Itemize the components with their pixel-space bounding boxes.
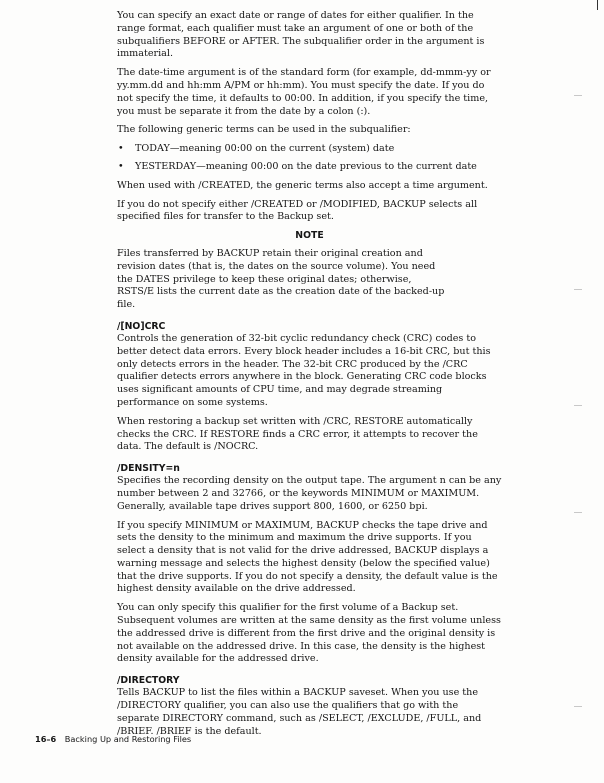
list-item (117, 161, 502, 174)
margin-mark (574, 405, 582, 406)
chapter-title: Backing Up and Restoring Files (64, 734, 192, 744)
paragraph-date-range: You can specify an exact date or range of dates for either qualifier. In the range format, each qualifier must take an argument of one or both of the subqualifiers BEFORE or AFTER. The subqualifier order in the argument is immaterial. (117, 10, 485, 60)
paragraph-default-selection: If you do not specify either /CREATED or /MODIFIED, BACKUP selects all specified files for transfer to the Backup set. (117, 198, 478, 223)
section-heading-crc: /[NO]CRC (117, 320, 166, 332)
margin-mark (574, 706, 582, 707)
margin-mark (574, 512, 582, 513)
list-item-text: YESTERDAY—meaning 00:00 on the date previous to the current date (135, 160, 477, 172)
note-title: NOTE (295, 230, 324, 242)
paragraph-date-time-format: The date-time argument is of the standard form (for example, dd-mmm-yy or yy.mm.dd and hh:mm A/PM or hh:mm). You must specify the date. If you do not specify the time, it defaults to 00:00. In addition, if you specify the time, you must be separate it from the date by a colon (:). (117, 67, 491, 117)
crop-mark (597, 0, 598, 10)
generic-terms-list (117, 143, 502, 174)
page-footer (35, 734, 191, 744)
paragraph-crc-restore: When restoring a backup set written with /CRC, RESTORE automatically checks the CRC. If RESTORE finds a CRC error, it attempts to recover the data. The default is /NOCRC. (117, 415, 478, 453)
paragraph-directory-description: Tells BACKUP to list the files within a BACKUP saveset. When you use the /DIRECTORY qualifier, you can also use the qualifiers that go with the separate DIRECTORY command, such as /SELECT, /EXCLUDE, /FULL, and /BRIEF. /BRIEF is the default. (117, 687, 482, 737)
list-item (117, 143, 502, 156)
paragraph-generic-terms-intro: The following generic terms can be used in the subqualifier: (117, 124, 411, 136)
page-body (117, 10, 502, 744)
section-heading-directory: /DIRECTORY (117, 675, 180, 687)
list-item-text: TODAY—meaning 00:00 on the current (system) date (135, 143, 395, 155)
paragraph-density-min-max: If you specify MINIMUM or MAXIMUM, BACKUP checks the tape drive and sets the density to the minimum and maximum the drive supports. If you select a density that is not valid for the drive addressed, BACKUP displays a warning message and selects the highest density (below the specified value) that the drive supports. If you do not specify a density, the default value is the highest density available on the drive addressed. (117, 519, 498, 595)
bullet-glyph: • (118, 143, 124, 155)
margin-mark (574, 289, 582, 290)
paragraph-crc-description: Controls the generation of 32-bit cyclic redundancy check (CRC) codes to better detect data errors. Every block header includes a 16-bit CRC, but this only detects errors in the header. The 32-bit CRC produced by the /CRC qualifier detects errors anywhere in the block. Generating CRC code blocks uses significant amounts of CPU time, and may degrade streaming performance on some systems. (117, 332, 491, 408)
paragraph-density-description: Specifies the recording density on the output tape. The argument n can be any number between 2 and 32766, or the keywords MINIMUM or MAXIMUM. Generally, available tape drives support 800, 1600, or 6250 bpi. (117, 475, 502, 512)
margin-mark (574, 95, 582, 96)
paragraph-created-time-argument: When used with /CREATED, the generic terms also accept a time argument. (117, 179, 488, 191)
section-heading-density: /DENSITY=n (117, 463, 180, 475)
note-body: Files transferred by BACKUP retain their original creation and revision dates (that is, the dates on the source volume). You need the DATES privilege to keep these original dates; otherwise, RSTS/E lists the current date as the creation date of the backed-up file. (117, 247, 445, 311)
paragraph-density-first-volume: You can only specify this qualifier for the first volume of a Backup set. Subsequent volumes are written at the same density as the first volume unless the addressed drive is different from the first drive and the original density is not available on the addressed drive. In this case, the density is the highest density available for the addressed drive. (117, 602, 501, 665)
page-number: 16–6 (35, 734, 57, 744)
bullet-glyph: • (118, 160, 124, 172)
